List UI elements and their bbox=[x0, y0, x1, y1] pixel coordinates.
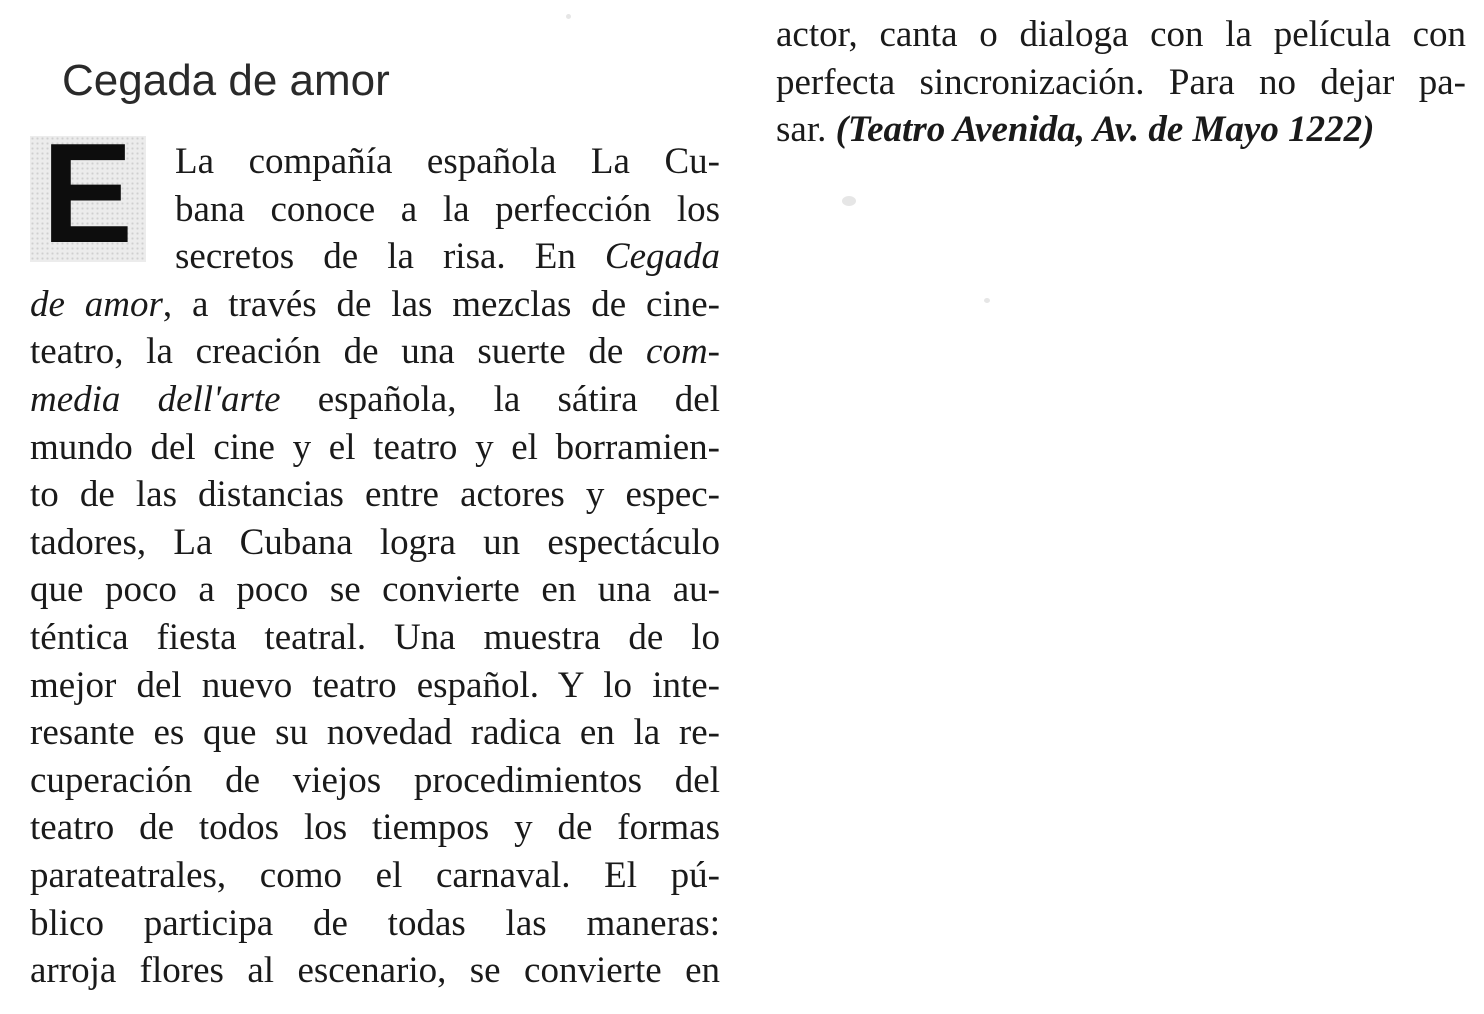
text-line bbox=[175, 139, 720, 185]
line-text: perfecta sincronización. Para no dejar pa- bbox=[776, 61, 1466, 103]
line-text: tadores, La Cubana logra un espectáculo bbox=[30, 521, 720, 563]
line-text: mejor del nuevo teatro español. Y lo inte- bbox=[30, 664, 720, 706]
right-text-column bbox=[776, 0, 1466, 200]
print-speck bbox=[566, 14, 571, 19]
text-line bbox=[30, 948, 720, 994]
line-text: , a través de las mezclas de cine- bbox=[162, 283, 720, 325]
text-line bbox=[30, 615, 720, 661]
line-text: to de las distancias entre actores y espec- bbox=[30, 474, 720, 516]
print-speck bbox=[984, 298, 990, 303]
line-text: mundo del cine y el teatro y el borramien- bbox=[30, 426, 720, 468]
text-line bbox=[30, 901, 720, 947]
line-text: La compañía española La Cu- bbox=[175, 141, 720, 182]
line-text: téntica fiesta teatral. Una muestra de lo bbox=[30, 617, 720, 658]
text-line bbox=[776, 60, 1466, 106]
line-text: bana conoce a la perfección los bbox=[175, 188, 720, 230]
text-line bbox=[30, 805, 720, 851]
text-line bbox=[30, 282, 720, 328]
left-text-column bbox=[30, 0, 720, 1014]
text-line bbox=[30, 710, 720, 756]
line-text: española, la sátira del bbox=[280, 379, 720, 420]
line-text: secretos de la risa. En bbox=[175, 236, 605, 278]
italic-text: de amor bbox=[30, 283, 163, 325]
line-text: actor, canta o dialoga con la película con bbox=[776, 14, 1466, 55]
line-text: blico participa de todas las maneras: bbox=[30, 902, 720, 944]
line-text: teatro, la creación de una suerte de bbox=[30, 331, 647, 373]
italic-text: Cegada bbox=[604, 236, 720, 278]
venue-credit: (Teatro Avenida, Av. de Mayo 1222) bbox=[835, 109, 1375, 151]
text-line bbox=[30, 377, 720, 423]
text-line bbox=[30, 853, 720, 899]
text-line bbox=[30, 520, 720, 566]
line-text: que poco a poco se convierte en una au- bbox=[30, 569, 720, 611]
text-line bbox=[30, 329, 720, 375]
text-line bbox=[30, 472, 720, 518]
line-text: teatro de todos los tiempos y de formas bbox=[30, 807, 720, 849]
line-text: cuperación de viejos procedimientos del bbox=[30, 759, 720, 801]
text-line bbox=[30, 758, 720, 804]
line-text: arroja flores al escenario, se convierte en bbox=[30, 950, 720, 992]
text-line bbox=[776, 107, 1466, 153]
text-line bbox=[776, 12, 1466, 58]
text-line bbox=[175, 234, 720, 280]
article-title: Cegada de amor bbox=[62, 56, 390, 105]
italic-text: com- bbox=[646, 331, 720, 373]
drop-cap-letter: E bbox=[42, 114, 133, 273]
text-line bbox=[30, 567, 720, 613]
text-line bbox=[175, 187, 720, 233]
line-text: parateatrales, como el carnaval. El pú- bbox=[30, 855, 720, 896]
line-text: sar. bbox=[776, 109, 836, 151]
line-text: resante es que su novedad radica en la re- bbox=[30, 712, 720, 754]
text-line bbox=[30, 425, 720, 471]
text-line bbox=[30, 663, 720, 709]
italic-text: media dell'arte bbox=[30, 379, 281, 420]
print-speck bbox=[842, 196, 856, 206]
